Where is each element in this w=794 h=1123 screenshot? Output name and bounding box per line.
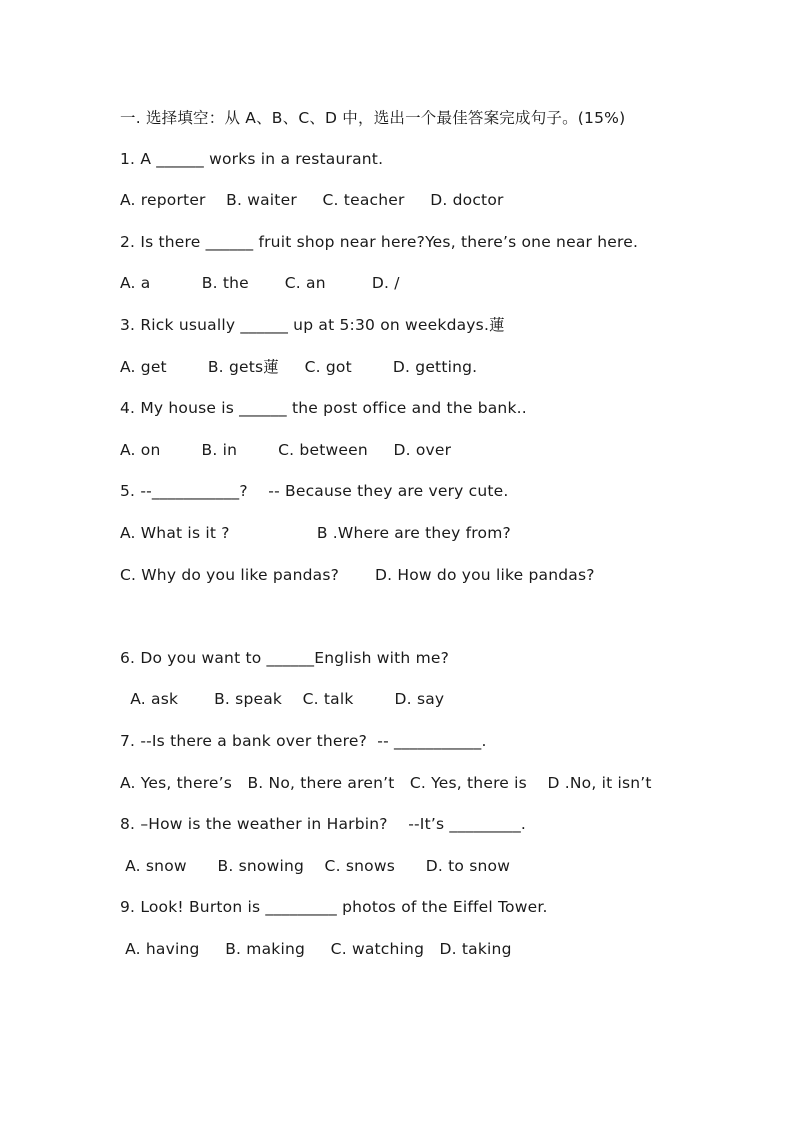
question-1-options: A. reporter B. waiter C. teacher D. doctor (120, 191, 504, 209)
question-5-stem: 5. --___________? -- Because they are very cute. (120, 482, 509, 500)
question-8-stem: 8. –How is the weather in Harbin? --It’s _________. (120, 815, 527, 833)
question-3-stem: 3. Rick usually ______ up at 5:30 on weekdays.蓮 (120, 316, 505, 334)
question-8-options: A. snow B. snowing C. snows D. to snow (120, 857, 511, 875)
question-4-options: A. on B. in C. between D. over (120, 441, 452, 459)
question-2-options: A. a B. the C. an D. / (120, 274, 400, 292)
question-5-options: A. What is it ? B .Where are they from? (120, 524, 511, 542)
question-4-stem: 4. My house is ______ the post office and the bank.. (120, 399, 527, 417)
section-heading: 一. 选择填空：从 A、B、C、D 中，选出一个最佳答案完成句子。(15%) (120, 109, 626, 127)
question-2-stem: 2. Is there ______ fruit shop near here?Yes, there’s one near here. (120, 233, 639, 251)
question-5-options-2: C. Why do you like pandas? D. How do you like pandas? (120, 566, 595, 584)
question-7-stem: 7. --Is there a bank over there? -- ___________. (120, 732, 487, 750)
question-7-options: A. Yes, there’s B. No, there aren’t C. Yes, there is D .No, it isn’t (120, 774, 652, 792)
question-6-stem: 6. Do you want to ______English with me? (120, 649, 450, 667)
question-9-stem: 9. Look! Burton is _________ photos of the Eiffel Tower. (120, 898, 548, 916)
question-9-options: A. having B. making C. watching D. taking (120, 940, 512, 958)
question-3-options: A. get B. gets蓮 C. got D. getting. (120, 358, 478, 376)
question-1-stem: 1. A ______ works in a restaurant. (120, 150, 384, 168)
question-6-options: A. ask B. speak C. talk D. say (120, 690, 445, 708)
